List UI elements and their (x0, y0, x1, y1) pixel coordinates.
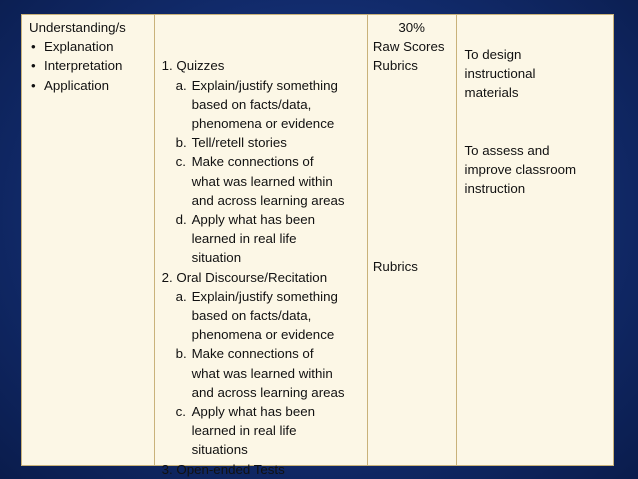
sub-item: a. Explain/justify something (175, 77, 338, 93)
sub-item: c. Make connections of (175, 154, 314, 170)
scoring-rubrics: Rubrics (372, 58, 418, 74)
sub-item-continued: learned in real life (191, 423, 297, 439)
dimension-bullet: • Interpretation (29, 56, 154, 75)
tool-item-open-ended-tests: 3. Open-ended Tests (161, 461, 285, 477)
sub-item-continued: situation (191, 250, 242, 266)
sub-item: d. Apply what has been (175, 212, 316, 228)
purpose-line: improve classroom (464, 161, 577, 177)
dimension-column (22, 15, 155, 465)
weight-column (368, 15, 457, 465)
purpose-line: To design (464, 47, 522, 62)
sub-item: c. Apply what has been (175, 404, 316, 420)
sub-item-continued: based on facts/data, (191, 96, 312, 112)
purpose-line: instructional (464, 66, 536, 82)
sub-item-continued: learned in real life (191, 231, 297, 247)
purpose-line: instruction (464, 181, 526, 197)
sub-item-continued: what was learned within (191, 173, 333, 189)
sub-item-continued: phenomena or evidence (191, 327, 335, 343)
sub-item: b. Tell/retell stories (175, 135, 287, 151)
assessment-table (21, 14, 614, 477)
sub-item-continued: situations (191, 442, 248, 458)
dimension-bullet: • Application (29, 76, 154, 95)
sub-item: a. Explain/justify something (175, 288, 338, 304)
sub-item-continued: what was learned within (191, 365, 333, 381)
dimension-bullet: • Explanation (29, 37, 154, 56)
sub-item-continued: and across learning areas (191, 384, 345, 400)
purpose-line: To assess and (464, 142, 550, 158)
purpose-column (457, 15, 613, 465)
sub-item-continued: and across learning areas (191, 192, 345, 208)
weight-percent: 30% (398, 20, 425, 35)
scoring-rubrics: Rubrics (372, 259, 418, 274)
dimension-heading: Understanding/s (29, 20, 126, 35)
sub-item-continued: based on facts/data, (191, 308, 312, 324)
purpose-line: materials (464, 85, 519, 101)
assessment-tools-column (155, 15, 368, 477)
tool-item-quizzes: 1. Quizzes (161, 58, 225, 74)
sub-item: b. Make connections of (175, 346, 314, 362)
scoring-raw-scores: Raw Scores (372, 39, 445, 55)
sub-item-continued: phenomena or evidence (191, 116, 335, 131)
tool-item-oral-discourse: 2. Oral Discourse/Recitation (161, 269, 328, 285)
